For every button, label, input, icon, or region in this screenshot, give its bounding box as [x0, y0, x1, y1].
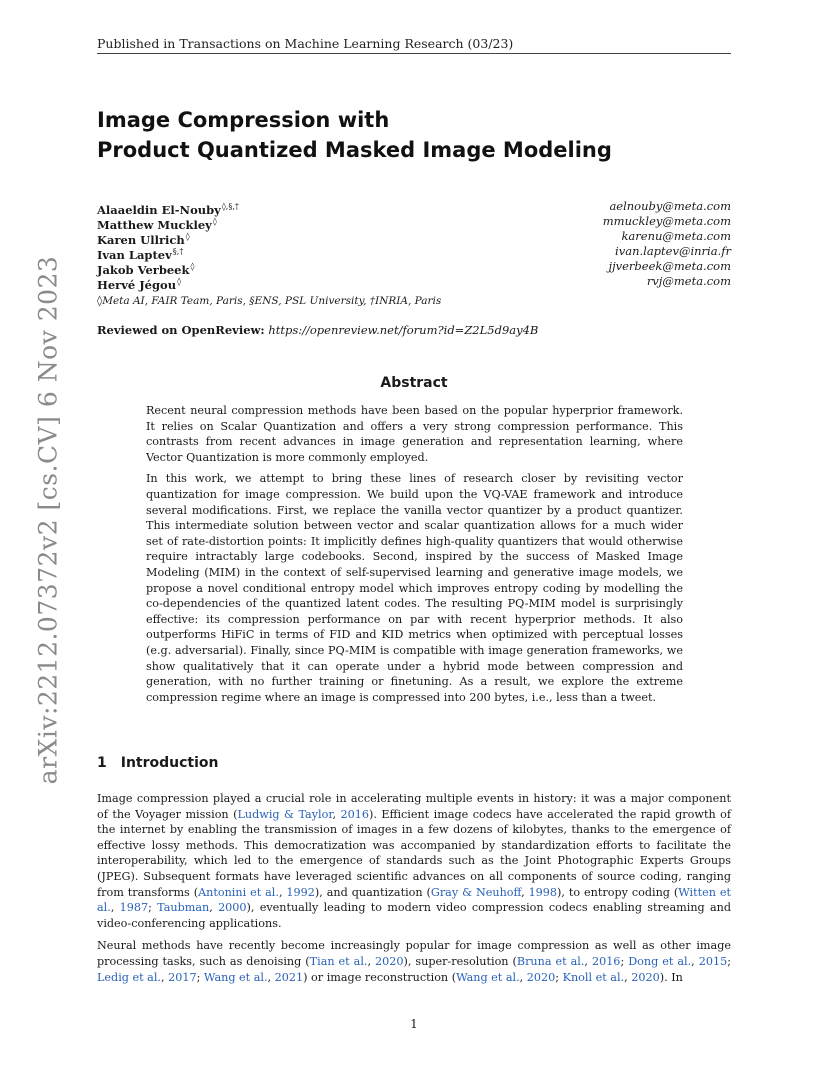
citation-link[interactable]: Ledig et al.	[97, 970, 161, 984]
section-title: Introduction	[120, 755, 219, 771]
intro-body	[97, 791, 731, 992]
citation-link[interactable]: 2020	[631, 970, 660, 984]
author-marks: ◊,§,†	[221, 202, 239, 211]
author-name: Hervé Jégou◊	[97, 277, 182, 292]
author-email: rvj@meta.com	[646, 274, 731, 288]
author-name: Alaaeldin El-Nouby◊,§,†	[97, 202, 239, 217]
citation-link[interactable]: 1998	[528, 885, 558, 899]
author-email: aelnouby@meta.com	[609, 199, 731, 213]
citation-link[interactable]: Ludwig & Taylor	[237, 807, 333, 821]
citation-link[interactable]: 2020	[526, 970, 556, 984]
citation-link[interactable]: Witten et al.	[97, 885, 731, 915]
citation-link[interactable]: 2020	[375, 954, 404, 968]
author-marks: ◊	[190, 262, 195, 271]
author-row	[97, 274, 731, 292]
review-label: Reviewed on OpenReview:	[97, 323, 265, 337]
citation-link[interactable]: Taubman	[157, 901, 210, 915]
author-email: ivan.laptev@inria.fr	[615, 244, 731, 258]
author-name: Matthew Muckley◊	[97, 217, 217, 232]
author-marks: ◊	[177, 277, 182, 286]
author-name: Karen Ullrich◊	[97, 232, 190, 247]
citation-link[interactable]: Wang et al.	[456, 970, 520, 984]
author-email: karenu@meta.com	[621, 229, 731, 243]
author-row	[97, 244, 731, 262]
citation-link[interactable]: 2015	[698, 954, 728, 968]
title-line-1: Image Compression with	[97, 108, 390, 132]
abstract-paragraph-2: In this work, we attempt to bring these lines of research closer by revisiting vector quantization for image compression. We build upon the VQ-VAE framework and introduce several modifications. First, we replace the vanilla vector quantizer by a product quantizer. This intermediate solution between vector and scalar quantization allows for a much wider set of rate-distortion points: It implicitly defines high-quality quantizers that would otherwise require intractably large codebooks. Second, inspired by the success of Masked Image Modeling (MIM) in the context of self-supervised learning and generative image models, we propose a novel conditional entropy model which improves entropy coding by modelling the co-dependencies of the quantized latent codes. The resulting PQ-MIM model is surprisingly effective: its compression performance on par with recent hyperprior methods. It also outperforms HiFiC in terms of FID and KID metrics when optimized with perceptual losses (e.g. adversarial). Finally, since PQ-MIM is compatible with image generation frameworks, we show qualitatively that it can operate under a hybrid mode between compression and generation, with no further training or finetuning. As a result, we explore the extreme compression regime where an image is compressed into 200 bytes, i.e., less than a tweet.	[146, 472, 683, 704]
citation-link[interactable]: Wang et al.	[203, 970, 268, 984]
citation-link[interactable]: 2021	[274, 970, 304, 984]
abstract-body	[146, 403, 683, 711]
author-name: Jakob Verbeek◊	[97, 262, 195, 277]
citation-link[interactable]: 2016	[591, 954, 621, 968]
author-row	[97, 199, 731, 217]
citation-link[interactable]: 2017	[168, 970, 197, 984]
author-row	[97, 229, 731, 247]
intro-paragraph-1: Image compression played a crucial role in accelerating multiple events in history: it was a major component of the Voyager mission (Ludwig & Taylor, 2016). Efficient image codecs have accelerated the rapid growth of the internet by enabling the transmission of images in a few dozens of kilobytes, thanks to the emergence of effective lossy methods. This democratization was accompanied by standardization efforts to facilitate the interoperability, which led to the emergence of standards such as the Joint Photographic Experts Groups (JPEG). Subsequent formats have leveraged scientific advances on all components of source coding, ranging from transforms (Antonini et al., 1992), and quantization (Gray & Neuhoff, 1998), to entropy coding (Witten et al., 1987; Taubman, 2000), eventually leading to modern video compression codecs enabling streaming and video-conferencing applications.	[97, 792, 731, 930]
author-email: mmuckley@meta.com	[602, 214, 731, 228]
author-row	[97, 214, 731, 232]
abstract-heading: Abstract	[380, 375, 448, 391]
paper-title	[97, 105, 731, 165]
author-row	[97, 259, 731, 277]
citation-link[interactable]: 1992	[286, 885, 315, 899]
section-number: 1	[97, 755, 107, 771]
citation-link[interactable]: 2016	[340, 807, 369, 821]
author-name: Ivan Laptev§,†	[97, 247, 184, 262]
header-rule	[97, 53, 731, 54]
title-line-2: Product Quantized Masked Image Modeling	[97, 138, 612, 162]
page-number: 1	[410, 1017, 418, 1031]
author-marks: ◊	[185, 232, 190, 241]
author-marks: §,†	[172, 247, 184, 256]
arxiv-side-label: arXiv:2212.07372v2 [cs.CV] 6 Nov 2023	[33, 255, 63, 785]
citation-link[interactable]: 2000	[218, 901, 247, 915]
review-line	[97, 323, 538, 337]
running-header: Published in Transactions on Machine Learning Research (03/23)	[97, 36, 514, 51]
citation-link[interactable]: Tian et al.	[309, 954, 368, 968]
review-url[interactable]: https://openreview.net/forum?id=Z2L5d9ay4B	[268, 323, 539, 337]
abstract-paragraph-1: Recent neural compression methods have been based on the popular hyperprior framework. It relies on Scalar Quantization and offers a very strong compression performance. This contrasts from recent advances in image generation and representation learning, where Vector Quantization is more commonly employed.	[146, 404, 683, 464]
citation-link[interactable]: 1987	[119, 901, 149, 915]
citation-link[interactable]: Dong et al.	[628, 954, 692, 968]
citation-link[interactable]: Bruna et al.	[516, 954, 585, 968]
citation-link[interactable]: Gray & Neuhoff	[430, 885, 522, 899]
section-heading	[97, 755, 219, 771]
author-email: jjverbeek@meta.com	[608, 259, 731, 273]
intro-paragraph-2: Neural methods have recently become increasingly popular for image compression as well as other image processing tasks, such as denoising (Tian et al., 2020), super-resolution (Bruna et al., 2016; Dong et al., 2015; Ledig et al., 2017; Wang et al., 2021) or image reconstruction (Wang et al., 2020; Knoll et al., 2020). In	[97, 939, 731, 984]
citation-link[interactable]: Knoll et al.	[562, 970, 625, 984]
citation-link[interactable]: Antonini et al.	[198, 885, 279, 899]
affiliations: ◊Meta AI, FAIR Team, Paris, §ENS, PSL University, †INRIA, Paris	[97, 295, 442, 307]
author-marks: ◊	[212, 217, 217, 226]
author-list	[97, 199, 731, 292]
